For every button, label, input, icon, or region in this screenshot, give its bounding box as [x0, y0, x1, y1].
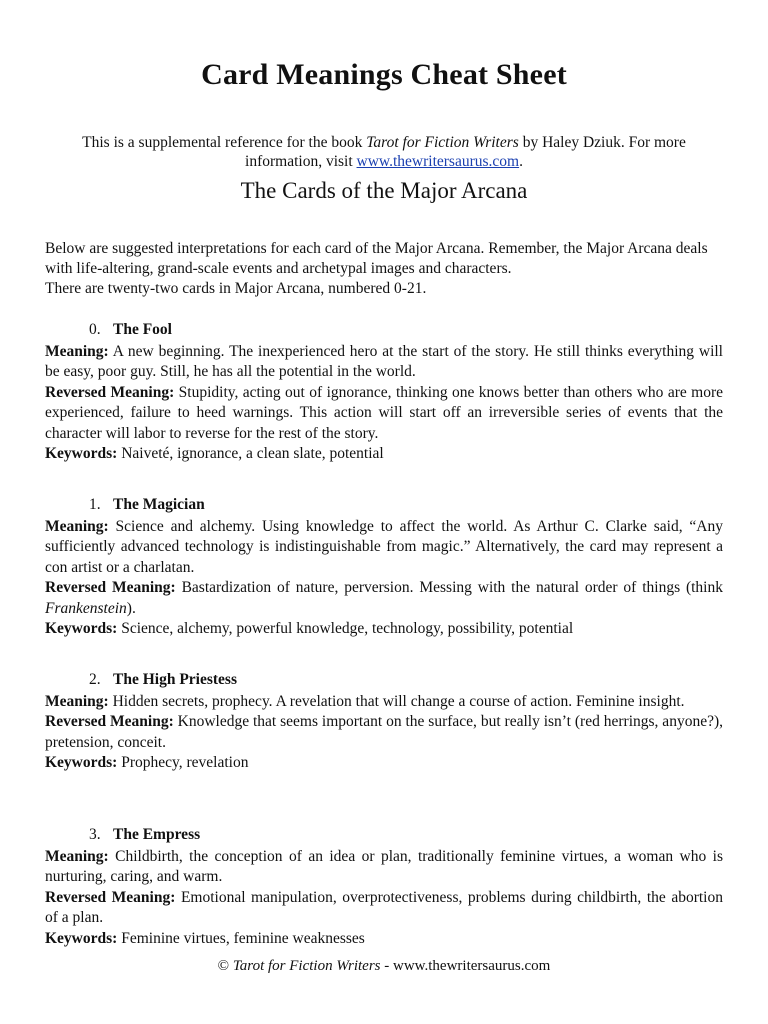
keywords-label: Keywords: — [45, 929, 118, 947]
card-number: 1. — [89, 496, 101, 513]
reversed-text: Bastardization of nature, perversion. Messing with the natural order of things (think — [175, 579, 723, 596]
card-reversed-meaning — [45, 578, 723, 619]
card-entry-magician — [45, 495, 723, 640]
card-entry-empress — [45, 825, 723, 949]
card-reversed-meaning — [45, 383, 723, 445]
card-title — [45, 320, 723, 341]
description-line-1: Below are suggested interpretations for each card of the Major Arcana. Remember, the Major Arcana deals with life-altering, grand-scale events and archetypal images and characters. — [45, 240, 708, 277]
meaning-label: Meaning: — [45, 847, 109, 865]
meaning-label: Meaning: — [45, 342, 109, 360]
keywords-text: Naiveté, ignorance, a clean slate, potential — [117, 445, 384, 462]
meaning-text: A new beginning. The inexperienced hero at the start of the story. He still thinks everything will be easy, poor guy. Still, he has all the potential in the world. — [45, 342, 723, 380]
intro-text-end: . — [519, 153, 523, 170]
intro-book-title: Tarot for Fiction Writers — [366, 134, 519, 151]
card-meaning — [45, 692, 723, 713]
reversed-label: Reversed Meaning: — [45, 579, 176, 596]
reversed-italic-title: Frankenstein — [45, 599, 127, 617]
reversed-label: Reversed Meaning: — [45, 383, 175, 401]
card-name: The Magician — [113, 496, 205, 513]
website-link[interactable]: www.thewritersaurus.com — [356, 153, 520, 170]
section-title: The Cards of the Major Arcana — [240, 178, 528, 203]
card-number: 0. — [89, 321, 101, 338]
reversed-label: Reversed Meaning: — [45, 713, 174, 730]
card-reversed-meaning — [45, 888, 723, 929]
meaning-text: Childbirth, the conception of an idea or plan, traditionally feminine virtues, a woman who is nurturing, caring, and warm. — [45, 847, 723, 885]
keywords-label: Keywords: — [45, 620, 118, 637]
card-keywords — [45, 444, 723, 465]
meaning-label: Meaning: — [45, 517, 109, 535]
card-title — [45, 825, 723, 846]
card-entry-fool — [45, 320, 723, 465]
footer-book-title: Tarot for Fiction Writers — [232, 958, 381, 974]
copyright-symbol: © — [217, 958, 233, 974]
card-name: The High Priestess — [113, 671, 237, 688]
card-meaning — [45, 517, 723, 579]
card-title — [45, 670, 723, 691]
card-title — [45, 495, 723, 516]
intro-text-mid: by Haley Dziuk. For more information, visit — [245, 134, 686, 170]
keywords-text: Feminine virtues, feminine weaknesses — [117, 929, 365, 947]
reversed-text: Emotional manipulation, overprotectiveness, problems during childbirth, the abortion of a plan. — [45, 888, 723, 926]
intro-text-start: This is a supplemental reference for the book — [82, 134, 367, 151]
keywords-label: Keywords: — [45, 754, 118, 771]
section-description — [45, 239, 723, 299]
card-meaning — [45, 847, 723, 888]
keywords-text: Prophecy, revelation — [117, 754, 249, 771]
card-entry-high-priestess — [45, 670, 723, 774]
keywords-text: Science, alchemy, powerful knowledge, technology, possibility, potential — [117, 620, 574, 637]
reversed-text: Stupidity, acting out of ignorance, thinking one knows better than others who are more experienced, failure to heed warnings. This action will start off an irreversible series of events that the character will labor to reverse for the rest of the story. — [45, 383, 724, 442]
card-keywords — [45, 619, 723, 640]
meaning-label: Meaning: — [45, 692, 109, 710]
card-number: 2. — [89, 671, 101, 688]
meaning-text: Science and alchemy. Using knowledge to affect the world. As Arthur C. Clarke said, “Any sufficiently advanced technology is indistinguishable from magic.” Alternatively, the card may represent a con artist or a charlatan. — [45, 517, 723, 576]
card-name: The Fool — [113, 321, 172, 338]
card-keywords — [45, 929, 723, 950]
card-meaning — [45, 342, 723, 383]
card-reversed-meaning — [45, 712, 723, 753]
card-keywords — [45, 753, 723, 774]
card-number: 3. — [89, 826, 101, 843]
reversed-label: Reversed Meaning: — [45, 888, 176, 906]
page-footer — [0, 958, 768, 975]
meaning-text: Hidden secrets, prophecy. A revelation that will change a course of action. Feminine insight. — [108, 692, 685, 710]
footer-website: - www.thewritersaurus.com — [380, 958, 551, 974]
reversed-text: Knowledge that seems important on the surface, but really isn’t (red herrings, anyone?), pretension, conceit. — [45, 713, 723, 751]
reversed-text-end: ). — [126, 599, 136, 617]
card-name: The Empress — [113, 826, 201, 843]
intro-paragraph — [45, 133, 723, 171]
description-line-2: There are twenty-two cards in Major Arcana, numbered 0-21. — [45, 280, 427, 297]
keywords-label: Keywords: — [45, 445, 118, 462]
page-title: Card Meanings Cheat Sheet — [201, 58, 567, 91]
